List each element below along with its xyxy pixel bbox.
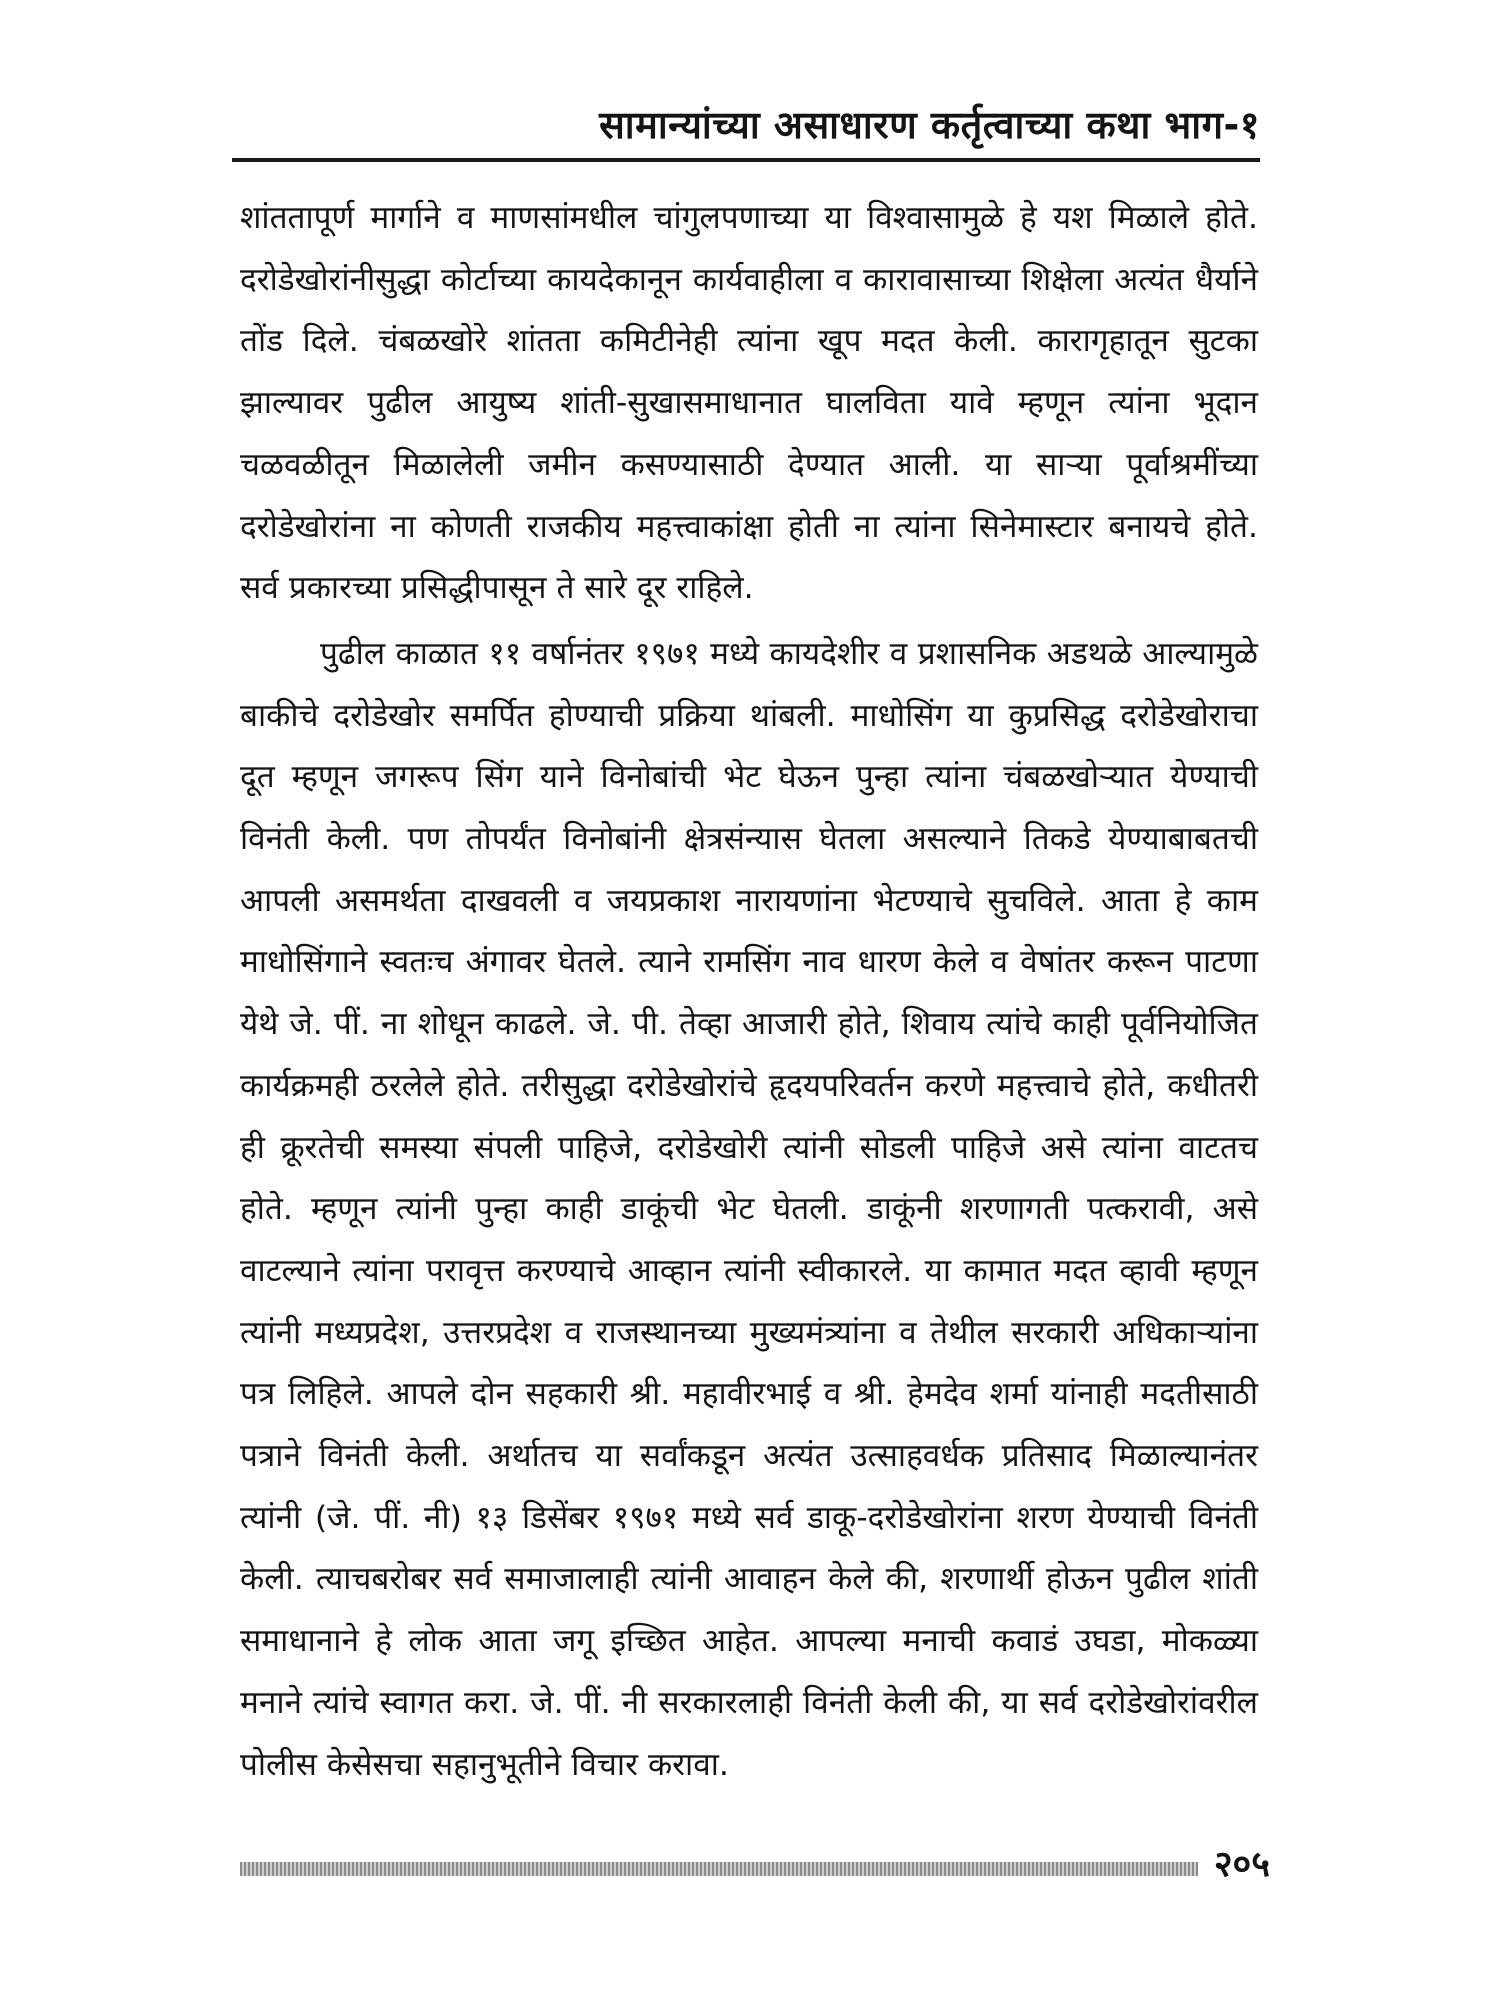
page-number: २०५ bbox=[1213, 1844, 1270, 1885]
running-header bbox=[232, 100, 1260, 154]
footer-rule bbox=[240, 1862, 1198, 1876]
body-text bbox=[240, 188, 1258, 1800]
header-rule bbox=[232, 158, 1260, 162]
book-title: सामान्यांच्या असाधारण कर्तृत्वाच्या कथा भाग-१ bbox=[599, 103, 1260, 147]
paragraph-1: शांततापूर्ण मार्गाने व माणसांमधील चांगुलपणाच्या या विश्वासामुळे हे यश मिळाले होते. दरोडेखोरांनीसुद्धा कोर्टाच्या कायदेकानून कार्यवाहीला व कारावासाच्या शिक्षेला अत्यंत धैर्याने तोंड दिले. चंबळखोरे शांतता कमिटीनेही त्यांना खूप मदत केली. कारागृहातून सुटका झाल्यावर पुढील आयुष्य शांती-सुखासमाधानात घालविता यावे म्हणून त्यांना भूदान चळवळीतून मिळालेली जमीन कसण्यासाठी देण्यात आली. या साऱ्या पूर्वाश्रमींच्या दरोडेखोरांना ना कोणती राजकीय महत्त्वाकांक्षा होती ना त्यांना सिनेमास्टार बनायचे होते. सर्व प्रकारच्या प्रसिद्धीपासून ते सारे दूर राहिले. bbox=[240, 200, 1258, 607]
paragraph-2: पुढील काळात ११ वर्षानंतर १९७१ मध्ये कायदेशीर व प्रशासनिक अडथळे आल्यामुळे बाकीचे दरोडेखोर समर्पित होण्याची प्रक्रिया थांबली. माधोसिंग या कुप्रसिद्ध दरोडेखोराचा दूत म्हणून जगरूप सिंग याने विनोबांची भेट घेऊन पुन्हा त्यांना चंबळखोऱ्यात येण्याची विनंती केली. पण तोपर्यंत विनोबांनी क्षेत्रसंन्यास घेतला असल्याने तिकडे येण्याबाबतची आपली असमर्थता दाखवली व जयप्रकाश नारायणांना भेटण्याचे सुचविले. आता हे काम माधोसिंगाने स्वतःच अंगावर घेतले. त्याने रामसिंग नाव धारण केले व वेषांतर करून पाटणा येथे जे. पीं. ना शोधून काढले. जे. पी. तेव्हा आजारी होते, शिवाय त्यांचे काही पूर्वनियोजित कार्यक्रमही ठरलेले होते. तरीसुद्धा दरोडेखोरांचे हृदयपरिवर्तन करणे महत्त्वाचे होते, कधीतरी ही क्रूरतेची समस्या संपली पाहिजे, दरोडेखोरी त्यांनी सोडली पाहिजे असे त्यांना वाटतच होते. म्हणून त्यांनी पुन्हा काही डाकूंची भेट घेतली. डाकूंनी शरणागती पत्करावी, असे वाटल्याने त्यांना परावृत्त करण्याचे आव्हान त्यांनी स्वीकारले. या कामात मदत व्हावी म्हणून त्यांनी मध्यप्रदेश, उत्तरप्रदेश व राजस्थानच्या मुख्यमंत्र्यांना व तेथील सरकारी अधिकाऱ्यांना पत्र लिहिले. आपले दोन सहकारी श्री. महावीरभाई व श्री. हेमदेव शर्मा यांनाही मदतीसाठी पत्राने विनंती केली. अर्थातच या सर्वांकडून अत्यंत उत्साहवर्धक प्रतिसाद मिळाल्यानंतर त्यांनी (जे. पीं. नी) १३ डिसेंबर १९७१ मध्ये सर्व डाकू-दरोडेखोरांना शरण येण्याची विनंती केली. त्याचबरोबर सर्व समाजालाही त्यांनी आवाहन केले की, शरणार्थी होऊन पुढील शांती समाधानाने हे लोक आता जगू इच्छित आहेत. आपल्या मनाची कवाडं उघडा, मोकळ्या मनाने त्यांचे स्वागत करा. जे. पीं. नी सरकारलाही विनंती केली की, या सर्व दरोडेखोरांवरील पोलीस केसेसचा सहानुभूतीने विचार करावा. bbox=[240, 635, 1258, 1783]
